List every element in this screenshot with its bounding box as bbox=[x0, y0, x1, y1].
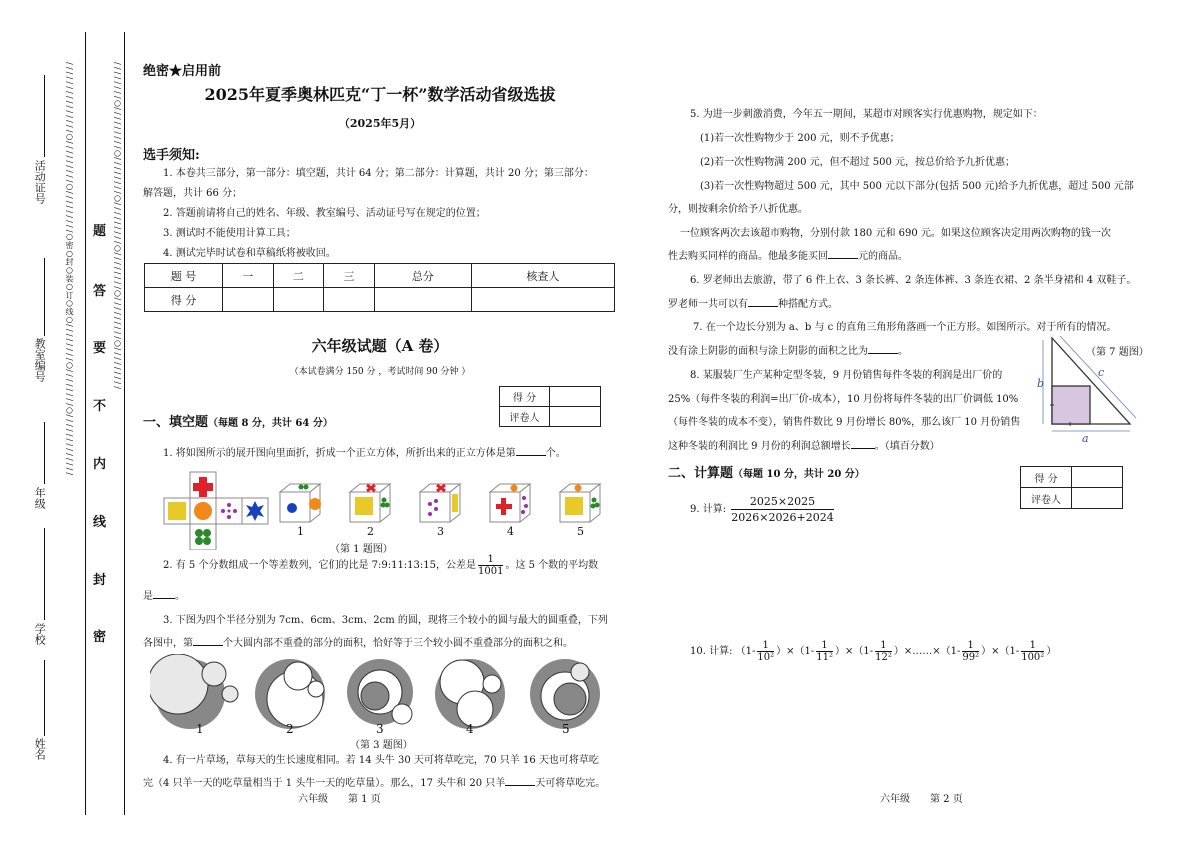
q4-answer-blank[interactable] bbox=[505, 785, 535, 786]
q3-choice-label: 1 bbox=[196, 722, 204, 736]
q10-num: 1 bbox=[757, 640, 774, 652]
q1-answer-blank[interactable] bbox=[516, 455, 546, 456]
question-5-intro: 5. 为进一步刺激消费，今年五一期间，某超市对顾客实行优惠购物，规定如下： bbox=[690, 109, 1043, 120]
score-table-header: 题 号 bbox=[145, 264, 223, 288]
section2-title: 二、计算题 bbox=[668, 466, 734, 481]
grader-score-cell[interactable] bbox=[550, 387, 601, 407]
q3-choice-label: 2 bbox=[286, 722, 294, 736]
section1-note: （每题 8 分，共计 64 分） bbox=[208, 418, 333, 429]
question-7-line1: 7. 在一个边长分别为 a、b 与 c 的直角三角形角落画一个正方形。如图所示。对于所有的情况。 bbox=[693, 322, 1117, 333]
score-cell[interactable] bbox=[324, 288, 375, 312]
q3-choice-label: 5 bbox=[562, 722, 570, 736]
q3-choice-label: 4 bbox=[466, 722, 474, 736]
score-table-header: 核查人 bbox=[471, 264, 614, 288]
question-8-line3: （每件冬装的成本不变），销售件数比 9 月份增长 80%，那么该厂 10 月份销售 bbox=[668, 417, 1021, 428]
q9-fraction bbox=[731, 494, 833, 525]
question-8-line4 bbox=[668, 436, 940, 458]
score-table-header: 三 bbox=[324, 264, 375, 288]
question-4-line1: 4. 有一片草场，草每天的生长速度相同。若 14 头牛 30 天可将草吃完，70 只羊 16 天也可将草吃 bbox=[163, 755, 599, 766]
q1-choice-label: 3 bbox=[437, 525, 444, 538]
score-cell[interactable] bbox=[374, 288, 471, 312]
score-table bbox=[144, 263, 615, 312]
cube-choice-3 bbox=[420, 484, 460, 522]
q1-choice-label: 1 bbox=[297, 525, 304, 538]
q7-label-c: c bbox=[1098, 366, 1105, 379]
seal-line-left: / / / / / / / / / / / / / / /○/ / / / / / / / /○/ / / / / / / / /○密○封○装○订○线○/ / / / / / / /○/ / / / / / / /○/ / / / / / / / / / / / / bbox=[65, 62, 74, 475]
page-footer-1: 六年级 第 1 页 bbox=[298, 794, 381, 805]
q7-caption: （第 7 题图） bbox=[1086, 347, 1149, 358]
notice-item: 解答题，共计 66 分； bbox=[143, 188, 243, 199]
grader-name-label: 评卷人 bbox=[1021, 488, 1072, 509]
q1-figure bbox=[158, 470, 618, 550]
q10-term bbox=[757, 640, 774, 663]
q10-den: 12² bbox=[875, 652, 892, 663]
question-1 bbox=[163, 443, 566, 465]
score-cell[interactable] bbox=[223, 288, 274, 312]
q7-answer-blank[interactable] bbox=[868, 353, 898, 354]
exam-title: 2025年夏季奥林匹克“丁一杯”数学活动省级选拔 bbox=[204, 85, 556, 104]
q2-denominator: 1001 bbox=[478, 566, 504, 577]
question-4-line2 bbox=[143, 773, 605, 795]
circle-figure-5 bbox=[530, 659, 600, 729]
q5-text-c: 元的商品。 bbox=[858, 251, 908, 262]
q10-term bbox=[962, 640, 979, 663]
question-3-line1: 3. 下图为四个半径分别为 7cm、6cm、3cm、2cm 的圆，现将三个较小的圆与最大的圆重叠，下列 bbox=[163, 615, 608, 626]
school-line bbox=[44, 528, 45, 620]
q10-term bbox=[875, 640, 892, 663]
notice-item: 4. 测试完毕时试卷和草稿纸将被收回。 bbox=[163, 248, 336, 259]
q10-den: 10² bbox=[757, 652, 775, 663]
grader-name-cell[interactable] bbox=[1072, 488, 1123, 509]
student-id-line bbox=[44, 75, 45, 157]
q3-caption: （第 3 题图） bbox=[350, 740, 413, 751]
grader-name-cell[interactable] bbox=[550, 407, 601, 427]
circle-figure-4 bbox=[435, 659, 505, 729]
classroom-line bbox=[44, 258, 45, 336]
q7-label-b: b bbox=[1037, 377, 1045, 390]
grader-box-2 bbox=[1020, 466, 1123, 509]
confidential-mark: 绝密★启用前 bbox=[143, 64, 222, 79]
q2-tail2: 是 bbox=[143, 591, 153, 602]
warning-char: 答 bbox=[93, 284, 107, 299]
warning-char: 内 bbox=[93, 457, 107, 472]
q10-den: 100² bbox=[1021, 652, 1045, 663]
q10-num: 1 bbox=[875, 640, 892, 652]
cube-choice-5 bbox=[560, 484, 600, 522]
q5-text-b: 性去购买同样的商品。他最多能买回 bbox=[668, 251, 828, 262]
circle-figure-2 bbox=[255, 659, 325, 729]
circle-figure-1 bbox=[150, 654, 238, 729]
q8-text-b: 。（填百分数） bbox=[874, 441, 940, 452]
q5-rule-2: (2)若一次性购物满 200 元，但不超过 500 元，按总价给予九折优惠； bbox=[700, 157, 1016, 168]
question-6-line1: 6. 罗老师出去旅游，带了 6 件上衣、3 条长裤、2 条连体裤、3 条连衣裙、2 条半身裙和 4 双鞋子。 bbox=[690, 275, 1137, 286]
grader-box-1 bbox=[499, 386, 601, 427]
warning-char: 要 bbox=[93, 341, 107, 356]
q4-text-a: 完（4 只羊一天的吃草量相当于 1 头牛一天的吃草量）。那么，17 头牛和 20 只羊 bbox=[143, 778, 506, 789]
q2-fraction bbox=[478, 554, 503, 577]
section1-heading bbox=[143, 411, 333, 430]
q2-tail: 。这 5 个数的平均数 bbox=[505, 560, 599, 571]
question-2 bbox=[163, 554, 598, 577]
q1-choice-label: 4 bbox=[507, 525, 514, 538]
cube-choice-4 bbox=[490, 484, 530, 522]
q1-tail: 个。 bbox=[545, 448, 566, 459]
binding-rule bbox=[85, 32, 86, 815]
cube-choice-1 bbox=[280, 484, 321, 522]
question-7-line2 bbox=[668, 341, 908, 363]
q8-text-a: 这种冬装的利润比 9 月份的利润总额增长 bbox=[668, 441, 851, 452]
q10-num: 1 bbox=[1021, 640, 1044, 652]
grade-line bbox=[44, 422, 45, 484]
page-footer-2: 六年级 第 2 页 bbox=[880, 794, 963, 805]
q10-ellipsis: ×……× bbox=[903, 646, 941, 657]
q5-rule-3b: 分，则按剩余价给予八折优惠。 bbox=[668, 204, 808, 215]
q6-text-a: 罗老师一共可以有 bbox=[668, 299, 748, 310]
name-label: 姓名 bbox=[33, 738, 47, 760]
question-3-line2 bbox=[143, 633, 573, 655]
question-9 bbox=[690, 494, 836, 525]
question-2-cont bbox=[143, 586, 185, 608]
question-8-line2: 25%（每件冬装的利润=出厂价-成本），10 月份将每件冬装的出厂价调低 10% bbox=[668, 394, 1019, 405]
section1-title: 一、填空题 bbox=[143, 415, 209, 430]
circle-figure-3 bbox=[347, 659, 413, 725]
page-left-rule bbox=[124, 32, 125, 815]
question-6-line2 bbox=[668, 294, 838, 316]
orange-circle-icon bbox=[194, 502, 212, 520]
q10-den: 11² bbox=[816, 652, 833, 663]
student-id-label: 活动证号 bbox=[33, 160, 47, 204]
grade-label: 年级 bbox=[33, 487, 47, 509]
q5-question-b bbox=[668, 246, 908, 268]
warning-chars bbox=[93, 0, 107, 848]
q5-rule-1: (1)若一次性购物少于 200 元，则不予优惠； bbox=[700, 133, 900, 144]
q3-choice-label: 3 bbox=[376, 722, 384, 736]
q1-choice-label: 2 bbox=[367, 525, 374, 538]
score-cell[interactable] bbox=[471, 288, 614, 312]
q3-text-a: 各图中，第 bbox=[143, 638, 193, 649]
notice-heading: 选手须知: bbox=[143, 148, 200, 163]
paper-subtitle: （本试卷满分 150 分 ，考试时间 90 分钟 ） bbox=[289, 367, 471, 377]
score-table-header: 一 bbox=[223, 264, 274, 288]
section2-heading bbox=[668, 462, 865, 481]
notice-item: 3. 测试时不能使用计算工具； bbox=[163, 228, 296, 239]
score-table-header: 二 bbox=[273, 264, 324, 288]
name-line bbox=[44, 660, 45, 736]
seal-line-right: / / / / / / / /○/ / / / / / / / /○/ / / / / / / /○/ / / / / / / / /○/ / / / / / / /○/ / / / / / / / /○/ / / / / / / / / bbox=[113, 62, 122, 389]
q9-denominator: 2026×2026+2024 bbox=[731, 511, 834, 524]
q9-label: 9. 计算: bbox=[690, 504, 727, 515]
q10-term bbox=[816, 640, 833, 663]
q7-label-a: a bbox=[1082, 432, 1089, 445]
q8-answer-blank[interactable] bbox=[851, 448, 875, 449]
warning-char: 题 bbox=[93, 224, 107, 239]
q2-numerator: 1 bbox=[478, 554, 503, 566]
score-cell[interactable] bbox=[273, 288, 324, 312]
q9-numerator: 2025×2025 bbox=[731, 494, 833, 510]
paper-title: 六年级试题（A 卷） bbox=[311, 337, 449, 355]
q10-label: 10. 计算: bbox=[690, 646, 733, 657]
q6-text-b: 种搭配方式。 bbox=[778, 299, 838, 310]
section2-note: （每题 10 分，共计 20 分） bbox=[733, 469, 865, 480]
q2-answer-blank[interactable] bbox=[153, 598, 175, 599]
q5-question-a: 一位顾客两次去该超市购物，分别付款 180 元和 690 元。如果这位顾客决定用两次购物的钱一次 bbox=[680, 228, 1111, 239]
question-10: 10. 计算: （1- $\frac{1}{\text{10²}}$ ）×（1- $\frac{1}{\text{11²}}$ ）×（1- $\frac{1}{\text{12²}}$ ）×……×（1- $\frac{1}{\text{99²}}$ ）×（1- $\frac{1}{\text{100²}}$ ） bbox=[690, 640, 1057, 663]
q2-text: 2. 有 5 个分数组成一个等差数列，它们的比是 7:9:11:13:15，公差是 bbox=[163, 560, 476, 571]
yellow-square-icon bbox=[168, 502, 186, 520]
score-row-label: 得 分 bbox=[145, 288, 223, 312]
q1-caption: （第 1 题图） bbox=[330, 544, 393, 555]
classroom-label: 教室编号 bbox=[33, 338, 47, 382]
grader-score-cell[interactable] bbox=[1072, 467, 1123, 488]
grader-score-label: 得 分 bbox=[500, 387, 550, 407]
score-table-header: 总分 bbox=[374, 264, 471, 288]
q7-text-b: 。 bbox=[898, 346, 908, 357]
q5-answer-blank[interactable] bbox=[828, 258, 858, 259]
q3-answer-blank[interactable] bbox=[193, 645, 223, 646]
grader-score-label: 得 分 bbox=[1021, 467, 1072, 488]
cube-choice-2 bbox=[350, 484, 390, 522]
question-8-line1: 8. 某服装厂生产某种定型冬装，9 月份销售每件冬装的利润是出厂价的 bbox=[690, 370, 1003, 381]
q7-triangle-figure bbox=[1040, 334, 1140, 444]
q7-text-a: 没有涂上阴影的面积与涂上阴影的面积之比为 bbox=[668, 346, 868, 357]
q1-text: 1. 将如图所示的展开图向里面折，折成一个正立方体，所折出来的正立方体是第 bbox=[163, 448, 516, 459]
grader-name-label: 评卷人 bbox=[500, 407, 550, 427]
notice-item: 2. 答题前请将自己的姓名、年级、教室编号、活动证号写在规定的位置； bbox=[163, 208, 486, 219]
q6-answer-blank[interactable] bbox=[748, 306, 778, 307]
q4-text-b: 天可将草吃完。 bbox=[535, 778, 606, 789]
q10-num: 1 bbox=[816, 640, 833, 652]
warning-char: 不 bbox=[93, 399, 107, 414]
q10-num: 1 bbox=[962, 640, 979, 652]
school-label: 学校 bbox=[33, 623, 47, 645]
q5-rule-3a: (3)若一次性购物超过 500 元，其中 500 元以下部分(包括 500 元)给予九折优惠，超过 500 元部 bbox=[700, 181, 1134, 192]
warning-char: 封 bbox=[93, 573, 107, 588]
q2-end: 。 bbox=[175, 591, 185, 602]
exam-date: （2025年5月） bbox=[338, 117, 422, 130]
q3-text-b: 个大圆内部不重叠的部分的面积，恰好等于三个较小圆不重叠部分的面积之和。 bbox=[223, 638, 573, 649]
warning-char: 密 bbox=[93, 630, 107, 645]
q10-term bbox=[1021, 640, 1044, 663]
q1-choice-label: 5 bbox=[577, 525, 584, 538]
q10-den: 99² bbox=[962, 652, 980, 663]
warning-char: 线 bbox=[93, 515, 107, 530]
notice-item: 1. 本卷共三部分，第一部分：填空题，共计 64 分；第二部分：计算题，共计 20 分；第三部分： bbox=[163, 168, 594, 179]
binding-margin bbox=[0, 0, 130, 848]
